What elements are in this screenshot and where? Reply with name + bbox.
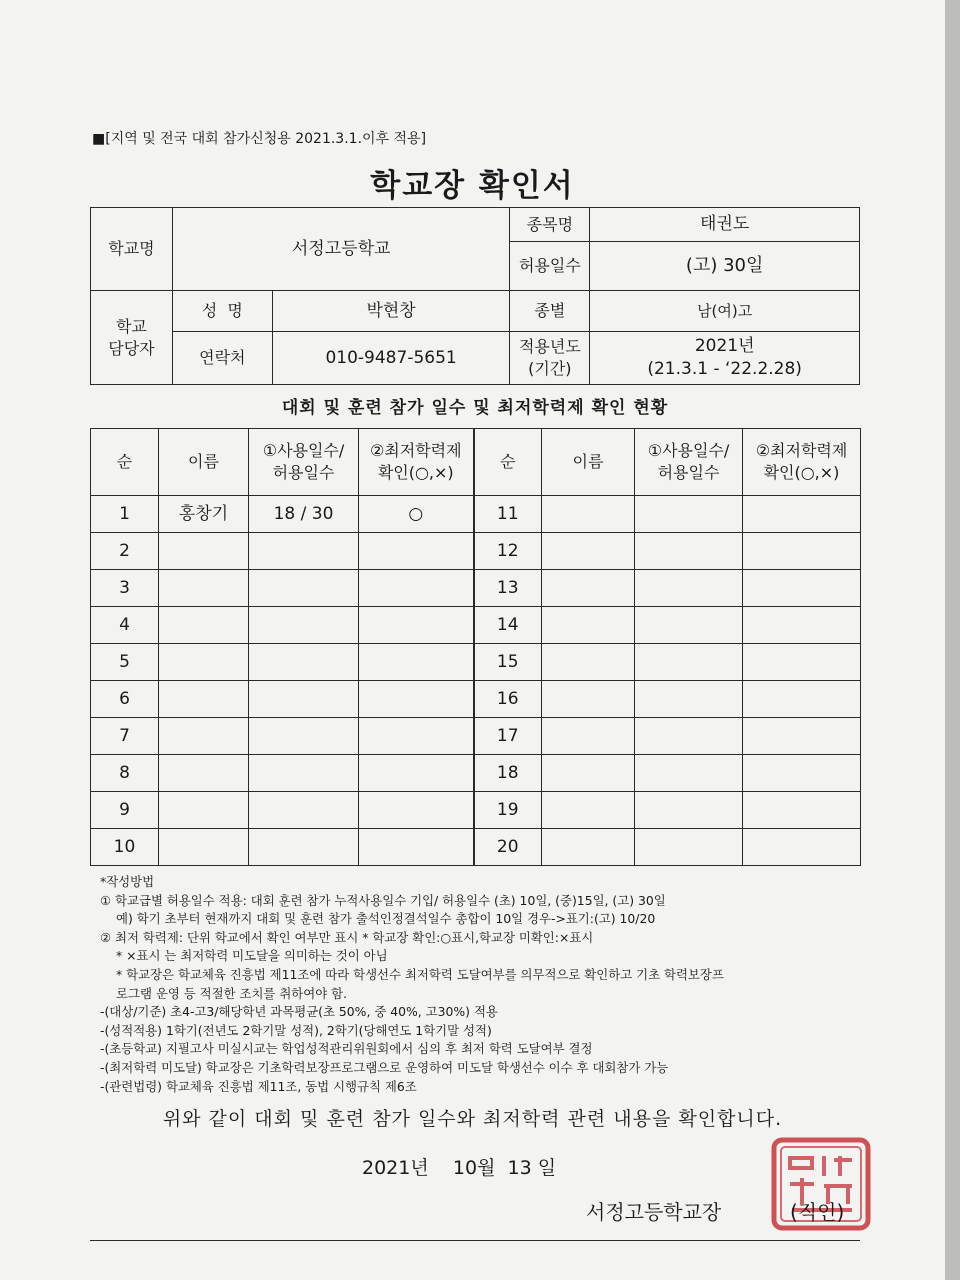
row-name: [159, 533, 249, 570]
date-day: 13 일: [507, 1157, 557, 1179]
row-name-right: [542, 792, 635, 829]
row-days: [249, 829, 359, 866]
row-name: [159, 718, 249, 755]
table-row: [91, 496, 861, 533]
row-no: 10: [91, 829, 159, 866]
row-days: [249, 718, 359, 755]
row-no: 7: [91, 718, 159, 755]
col-name-header-right: 이름: [542, 429, 635, 496]
row-days: [249, 570, 359, 607]
col-check-header-right: [743, 429, 861, 496]
table-row: [91, 533, 861, 570]
instruction-6: -(성적적용) 1학기(전년도 2학기말 성적), 2학기(당해연도 1학기말 성적): [100, 1022, 492, 1038]
row-check-right: [743, 681, 861, 718]
row-days-right: [635, 681, 743, 718]
instruction-7: -(초등학교) 지필고사 미실시교는 학업성적관리위원회에서 심의 후 최저 학력 도달여부 결정: [100, 1041, 593, 1057]
instruction-1: ① 학교급별 허용일수 적용: 대회 훈련 참가 누적사용일수 기입/ 허용일수 (초) 10일, (중)15일, (고) 30일: [100, 892, 666, 908]
event-value: 태권도: [590, 208, 860, 242]
col-check-line1: ②최저학력제: [369, 441, 462, 461]
row-check: [359, 681, 474, 718]
row-check-right: [743, 792, 861, 829]
row-days: [249, 681, 359, 718]
year-value: [590, 332, 860, 385]
row-name-right: [542, 607, 635, 644]
principal-signature: 서정고등학교장: [586, 1200, 722, 1224]
row-check: [359, 570, 474, 607]
row-name: [159, 644, 249, 681]
row-no-right: 12: [474, 533, 542, 570]
col-check-line1: ②최저학력제: [755, 441, 848, 461]
row-days-right: [635, 533, 743, 570]
table-row: [91, 644, 861, 681]
table-row: [91, 792, 861, 829]
row-name: [159, 570, 249, 607]
row-check: ○: [359, 496, 474, 533]
col-check-line2: 확인(○,×): [763, 463, 840, 482]
year-value-line2: (21.3.1 - ‘22.2.28): [647, 359, 802, 379]
row-name-right: [542, 681, 635, 718]
col-check-line2: 확인(○,×): [377, 463, 454, 482]
row-no: 8: [91, 755, 159, 792]
row-name: 홍창기: [159, 496, 249, 533]
row-days-right: [635, 607, 743, 644]
row-name-right: [542, 829, 635, 866]
instruction-9: -(관련법령) 학교체육 진흥법 제11조, 동법 시행규칙 제6조: [100, 1078, 417, 1094]
instruction-5: -(대상/기준) 초4-고3/해당학년 과목평균(초 50%, 중 40%, 고30%) 적용: [100, 1004, 498, 1020]
row-no: 1: [91, 496, 159, 533]
row-name: [159, 607, 249, 644]
col-days-line1: ①사용일수/: [262, 441, 345, 461]
col-no-header-right: 순: [474, 429, 542, 496]
row-no-right: 17: [474, 718, 542, 755]
row-check-right: [743, 644, 861, 681]
row-check: [359, 533, 474, 570]
row-no: 6: [91, 681, 159, 718]
col-days-line1: ①사용일수/: [647, 441, 730, 461]
row-days: [249, 792, 359, 829]
col-name-header: 이름: [159, 429, 249, 496]
row-days: [249, 755, 359, 792]
row-days: 18 / 30: [249, 496, 359, 533]
row-check-right: [743, 755, 861, 792]
row-no-right: 14: [474, 607, 542, 644]
instructions-heading: *작성방법: [100, 874, 155, 889]
row-check-right: [743, 570, 861, 607]
allowed-days-value: (고) 30일: [590, 242, 860, 291]
year-label: [510, 332, 590, 385]
instruction-4-cont: 로그램 운영 등 적절한 조치를 취하여야 함.: [116, 985, 348, 1001]
manager-label: [91, 291, 173, 385]
row-days-right: [635, 792, 743, 829]
row-days-right: [635, 496, 743, 533]
col-days-line2: 허용일수: [272, 463, 335, 482]
contact-value: 010-9487-5651: [272, 332, 510, 385]
date-year: 2021년: [362, 1157, 429, 1179]
year-label-line2: (기간): [528, 359, 572, 378]
row-no: 2: [91, 533, 159, 570]
row-days-right: [635, 644, 743, 681]
instruction-1-example: 예) 학기 초부터 현재까지 대회 및 훈련 참가 출석인정결석일수 총합이 10일 경우->표기:(고) 10/20: [116, 911, 656, 927]
row-days-right: [635, 570, 743, 607]
instruction-8: -(최저학력 미도달) 학교장은 기초학력보장프로그램으로 운영하여 미도달 학생선수 이수 후 대회참가 가능: [100, 1059, 669, 1075]
row-no: 4: [91, 607, 159, 644]
row-no-right: 16: [474, 681, 542, 718]
row-check: [359, 755, 474, 792]
row-name-right: [542, 755, 635, 792]
desk-edge: [945, 0, 960, 1280]
row-no-right: 20: [474, 829, 542, 866]
row-no: 9: [91, 792, 159, 829]
row-days: [249, 533, 359, 570]
gender-value: 남(여)고: [590, 291, 860, 332]
row-days: [249, 607, 359, 644]
manager-label-line2: 담당자: [108, 338, 155, 358]
row-name: [159, 755, 249, 792]
table-row: [91, 607, 861, 644]
col-days-header-right: [635, 429, 743, 496]
instructions: [100, 873, 840, 1096]
row-days-right: [635, 829, 743, 866]
event-label: 종목명: [510, 208, 590, 242]
row-name-right: [542, 496, 635, 533]
participation-table: [90, 428, 861, 866]
row-check: [359, 644, 474, 681]
row-name-right: [542, 570, 635, 607]
row-no-right: 11: [474, 496, 542, 533]
gender-label: 종별: [510, 291, 590, 332]
row-check-right: [743, 607, 861, 644]
school-label: 학교명: [91, 208, 173, 291]
table-row: [91, 681, 861, 718]
row-no-right: 18: [474, 755, 542, 792]
instruction-4: * 학교장은 학교체육 진흥법 제11조에 따라 학생선수 최저학력 도달여부를 의무적으로 확인하고 기초 학력보장프: [116, 966, 724, 982]
year-value-line1: 2021년: [694, 336, 755, 357]
allowed-days-label: 허용일수: [510, 242, 590, 291]
section-subtitle: 대회 및 훈련 참가 일수 및 최저학력제 확인 현황: [281, 398, 669, 418]
row-name: [159, 681, 249, 718]
seal-label: (직인): [790, 1200, 845, 1224]
sign-date: [362, 1153, 556, 1180]
row-no-right: 13: [474, 570, 542, 607]
row-no: 3: [91, 570, 159, 607]
contact-label: 연락처: [172, 332, 272, 385]
table-row: [91, 718, 861, 755]
row-check: [359, 718, 474, 755]
row-check-right: [743, 829, 861, 866]
row-check: [359, 792, 474, 829]
row-check-right: [743, 533, 861, 570]
row-days-right: [635, 718, 743, 755]
col-no-header: 순: [91, 429, 159, 496]
col-days-header: [249, 429, 359, 496]
table-row: [91, 755, 861, 792]
row-check: [359, 607, 474, 644]
row-name: [159, 829, 249, 866]
table-row: [91, 829, 861, 866]
name-label: 성 명: [172, 291, 272, 332]
row-days: [249, 644, 359, 681]
row-days-right: [635, 755, 743, 792]
year-label-line1: 적용년도: [518, 337, 581, 357]
row-no: 5: [91, 644, 159, 681]
bottom-divider: [90, 1240, 860, 1241]
table-row: [91, 570, 861, 607]
school-name: 서정고등학교: [172, 208, 510, 291]
row-name-right: [542, 533, 635, 570]
header-note: ■[지역 및 전국 대회 참가신청용 2021.3.1.이후 적용]: [92, 131, 427, 147]
row-no-right: 15: [474, 644, 542, 681]
date-month: 10월: [452, 1157, 496, 1179]
document-title: 학교장 확인서: [370, 168, 575, 204]
manager-label-line1: 학교: [115, 316, 147, 336]
row-name: [159, 792, 249, 829]
col-check-header: [359, 429, 474, 496]
row-name-right: [542, 718, 635, 755]
instruction-3: * ×표시 는 최저학력 미도달을 의미하는 것이 아님: [116, 948, 388, 964]
row-check-right: [743, 718, 861, 755]
row-check: [359, 829, 474, 866]
info-table: [90, 207, 860, 385]
name-value: 박현창: [272, 291, 510, 332]
row-name-right: [542, 644, 635, 681]
col-days-line2: 허용일수: [657, 463, 720, 482]
instruction-2: ② 최저 학력제: 단위 학교에서 확인 여부만 표시 * 학교장 확인:○표시,학교장 미확인:×표시: [100, 929, 594, 945]
table-header-row: [91, 429, 861, 496]
row-no-right: 19: [474, 792, 542, 829]
row-check-right: [743, 496, 861, 533]
confirmation-text: 위와 같이 대회 및 훈련 참가 일수와 최저학력 관련 내용을 확인합니다.: [162, 1108, 783, 1130]
